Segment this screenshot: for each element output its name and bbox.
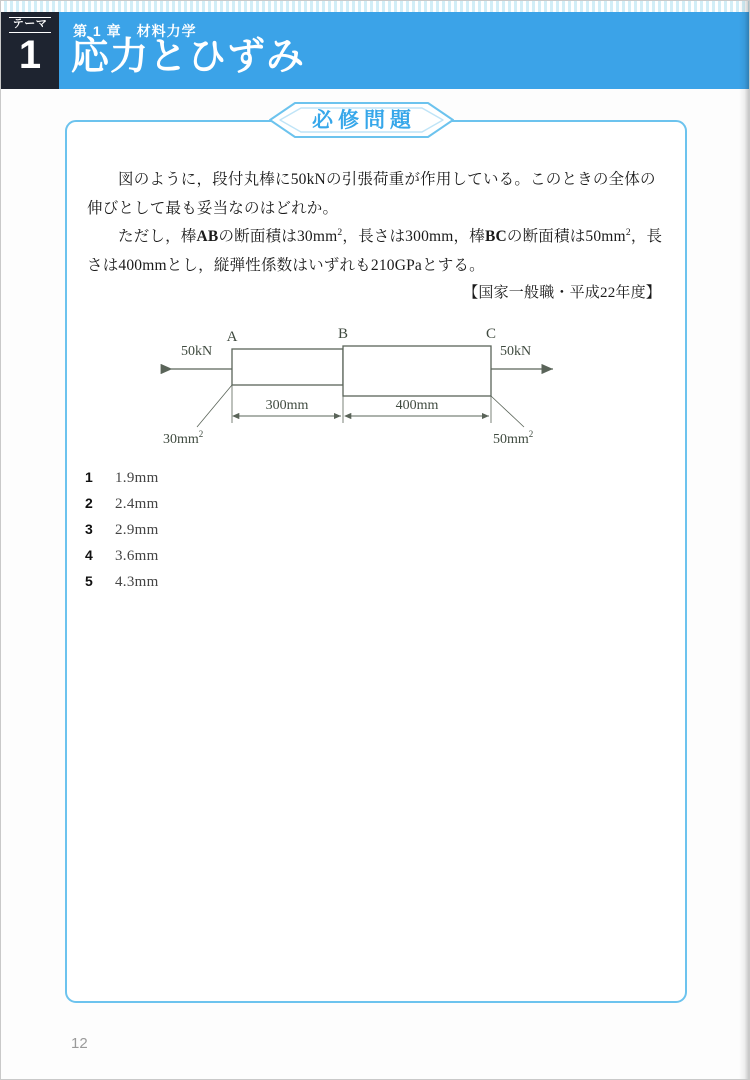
q2-sup-2: 2 [625, 227, 631, 239]
choice-number: 1 [85, 469, 93, 485]
choice-value: 2.4mm [115, 496, 159, 512]
leader-line-bc [491, 396, 524, 427]
load-label-left: 50kN [181, 344, 213, 359]
q2-part-b: の断面積は30mm [218, 228, 338, 246]
question-paragraph-2 [87, 223, 663, 280]
answer-choice-5[interactable] [85, 573, 385, 599]
page-edge-shadow [739, 1, 749, 1080]
answer-choice-3[interactable] [85, 521, 385, 547]
area-label-bc: $50mm^2$ [493, 429, 534, 447]
node-label-a: A [226, 329, 238, 345]
page-number: 12 [71, 1035, 88, 1052]
q2-part-d: の断面積は50mm [506, 228, 626, 246]
theme-number: 1 [18, 32, 42, 77]
question-text [87, 166, 663, 281]
question-paragraph-1 [87, 166, 663, 223]
load-label-right: 50kN [500, 344, 532, 359]
q2-bar-ab: AB [196, 228, 219, 246]
node-label-b: B [337, 326, 349, 342]
page-title: 応力とひずみ [71, 36, 306, 78]
choice-value: 4.3mm [115, 574, 159, 590]
bar-segment-ab [232, 349, 343, 385]
choice-value: 3.6mm [115, 548, 159, 564]
choice-number: 2 [85, 495, 93, 511]
node-label-c: C [485, 326, 497, 342]
q2-part-a: ただし，棒 [118, 228, 197, 246]
required-question-badge [269, 102, 454, 138]
choice-number: 4 [85, 547, 93, 563]
answer-choice-list [85, 469, 385, 599]
answer-choice-1[interactable] [85, 469, 385, 495]
top-stripe-decoration [1, 1, 750, 12]
source-attribution: 【国家一般職・平成22年度】 [463, 285, 661, 301]
choice-number: 5 [85, 573, 93, 589]
dim-label-bc: 400mm [395, 398, 439, 413]
question-paragraph-1-text: 図のように，段付丸棒に50kNの引張荷重が作用している。このときの全体の伸びとして最も妥当なのはどれか。 [87, 171, 656, 217]
bar-segment-bc [343, 346, 491, 396]
q2-bar-bc: BC [484, 228, 507, 246]
stepped-bar-diagram [151, 323, 571, 451]
q2-part-e: ，長さは400mmとし，縦弾性係数はいずれも210GPaとする。 [87, 228, 663, 275]
badge-label: 必修問題 [312, 108, 416, 132]
answer-choice-2[interactable] [85, 495, 385, 521]
dim-label-ab: 300mm [265, 398, 309, 413]
q2-part-c: ，長さは300mm，棒 [342, 228, 485, 246]
choice-value: 2.9mm [115, 522, 159, 538]
leader-line-ab [197, 385, 232, 427]
theme-label: テーマ [9, 17, 52, 33]
area-label-ab: $30mm^2$ [163, 429, 204, 447]
choice-number: 3 [85, 521, 93, 537]
theme-number-box [1, 12, 59, 89]
choice-value: 1.9mm [115, 470, 159, 486]
q2-sup-1: 2 [337, 227, 343, 239]
chapter-label: 第 1 章 材料力学 [73, 23, 197, 39]
answer-choice-4[interactable] [85, 547, 385, 573]
